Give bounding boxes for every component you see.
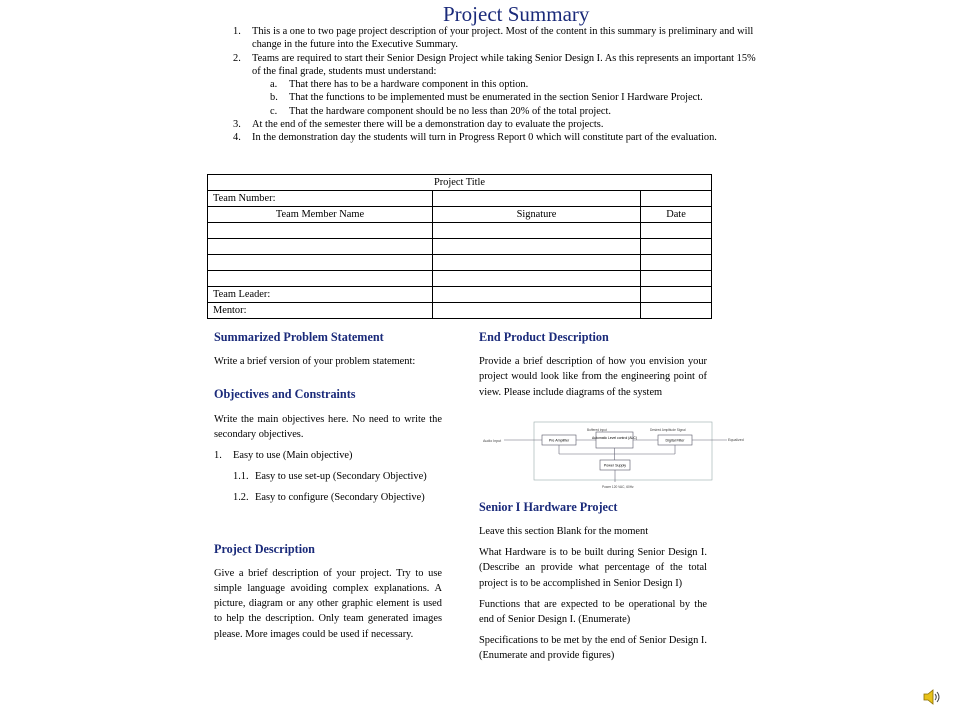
signature-cell[interactable] — [433, 255, 641, 271]
project-title-cell[interactable]: Project Title — [208, 175, 712, 191]
hardware-text-specs: Specifications to be met by the end of Senior Design I. (Enumerate and provide figures) — [479, 635, 707, 662]
objective-item — [214, 448, 442, 463]
list-number: 2. — [233, 52, 241, 64]
page-title: Project Summary — [443, 2, 590, 26]
list-number: 4. — [233, 132, 241, 144]
audio-input-label: Audio Input — [483, 439, 502, 443]
objectives-heading: Objectives and Constraints — [214, 387, 356, 402]
list-text: This is a one to two page project description of your project. Most of the content in this summary is preliminary and will change in the future into the Executive Summary. — [252, 26, 754, 51]
table-row — [208, 271, 712, 287]
objective-text: Easy to use (Main objective) — [233, 450, 353, 462]
list-text: That the hardware component should be no less than 20% of the total project. — [289, 105, 612, 117]
list-letter: a. — [270, 79, 278, 91]
list-text: At the end of the semester there will be a demonstration day to evaluate the projects. — [252, 119, 604, 131]
project-description-text: Give a brief description of your project. Try to use simple language avoiding complex explanations. A picture, diagram or any other graphic element is used to help the description. Only team generated images please. More images could be used if necessary. — [214, 567, 442, 640]
objective-text: Easy to configure (Secondary Objective) — [255, 492, 425, 504]
team-number-value-cell[interactable] — [433, 191, 641, 207]
sub-list-item — [233, 78, 758, 91]
team-leader-value-cell[interactable] — [433, 287, 641, 303]
signature-cell[interactable] — [433, 223, 641, 239]
date-cell[interactable] — [641, 255, 712, 271]
alc-block — [596, 432, 633, 448]
objective-number: 1.2. — [233, 492, 249, 504]
desired-amplitude-label: Desired Amplitude Signal — [650, 428, 686, 432]
signature-cell[interactable] — [433, 271, 641, 287]
date-cell[interactable] — [641, 223, 712, 239]
power-note-label: Power 120 VAC, 60Hz — [602, 485, 634, 489]
speaker-icon[interactable] — [922, 687, 942, 707]
digital-filter-label: Digital Filter — [665, 438, 685, 443]
mentor-extra-cell[interactable] — [641, 303, 712, 319]
project-description-heading: Project Description — [214, 541, 315, 556]
list-item — [233, 131, 758, 144]
sub-list-item — [233, 91, 758, 104]
left-column — [214, 330, 442, 648]
member-name-cell[interactable] — [208, 255, 433, 271]
objective-number: 1.1. — [233, 471, 249, 483]
date-cell[interactable] — [641, 271, 712, 287]
table-row — [208, 223, 712, 239]
instructions-list — [233, 25, 758, 145]
member-name-cell[interactable] — [208, 223, 433, 239]
team-number-extra-cell[interactable] — [641, 191, 712, 207]
alc-label: Automatic Level control (ALC) — [591, 436, 638, 440]
hardware-project-heading: Senior I Hardware Project — [479, 499, 618, 514]
list-text: That the functions to be implemented must be enumerated in the section Senior I Hardware Project. — [289, 92, 703, 104]
objective-text: Easy to use set-up (Secondary Objective) — [255, 471, 427, 483]
sub-list-item — [233, 105, 758, 118]
mentor-cell[interactable]: Mentor: — [208, 303, 433, 319]
mentor-value-cell[interactable] — [433, 303, 641, 319]
right-column — [479, 330, 707, 670]
column-header-name: Team Member Name — [208, 207, 433, 223]
objective-number: 1. — [214, 450, 222, 462]
list-item — [233, 118, 758, 131]
end-product-heading: End Product Description — [479, 330, 609, 344]
end-product-text: Provide a brief description of how you envision your project would look like from the engineering point of view. Please include diagrams of the system — [479, 356, 707, 398]
member-name-cell[interactable] — [208, 239, 433, 255]
sub-objective-item — [214, 490, 442, 505]
power-supply-label: Power Supply — [603, 463, 627, 468]
equalized-output-label: Equalized — [728, 438, 744, 442]
member-name-cell[interactable] — [208, 271, 433, 287]
pre-amplifier-label: Pre Amplifier — [548, 438, 570, 443]
sub-objective-item — [214, 469, 442, 484]
objectives-text: Write the main objectives here. No need to write the secondary objectives. — [214, 413, 442, 440]
team-leader-extra-cell[interactable] — [641, 287, 712, 303]
team-table — [207, 174, 712, 319]
column-header-signature: Signature — [433, 207, 641, 223]
buffered-input-label: Buffered input — [587, 428, 607, 432]
list-text: That there has to be a hardware component in this option. — [289, 79, 529, 91]
problem-statement-text: Write a brief version of your problem statement: — [214, 356, 416, 368]
date-cell[interactable] — [641, 239, 712, 255]
hardware-text-functions: Functions that are expected to be operational by the end of Senior Design I. (Enumerate) — [479, 598, 707, 626]
list-number: 1. — [233, 26, 241, 37]
system-block-diagram — [482, 420, 747, 492]
list-text: In the demonstration day the students will turn in Progress Report 0 which will constitute part of the evaluation. — [252, 132, 717, 144]
team-number-cell[interactable]: Team Number: — [208, 191, 433, 207]
list-item — [233, 52, 758, 79]
list-item — [233, 25, 758, 52]
hardware-text-build: What Hardware is to be built during Senior Design I. (Describe an provide what percentage of the total project is to be accomplished in Senior Design I) — [479, 547, 707, 589]
team-leader-cell[interactable]: Team Leader: — [208, 287, 433, 303]
table-row — [208, 255, 712, 271]
hardware-text-blank: Leave this section Blank for the moment — [479, 526, 649, 538]
table-row — [208, 239, 712, 255]
list-number: 3. — [233, 119, 241, 131]
list-letter: c. — [270, 105, 278, 117]
list-letter: b. — [270, 92, 278, 104]
list-text: Teams are required to start their Senior Design Project while taking Senior Design I. As this represents an important 15% of the final grade, students must understand: — [252, 52, 756, 77]
signature-cell[interactable] — [433, 239, 641, 255]
column-header-date: Date — [641, 207, 712, 223]
problem-statement-heading: Summarized Problem Statement — [214, 330, 384, 344]
